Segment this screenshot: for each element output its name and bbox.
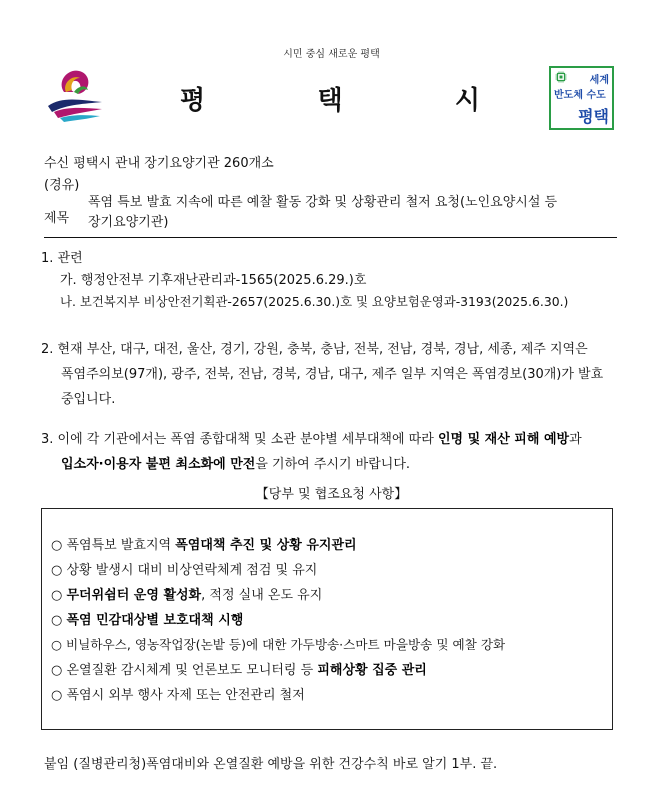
document-title — [180, 80, 480, 117]
request-text: 비닐하우스, 영농작업장(논밭 등)에 대한 가두방송·스마트 마을방송 및 예찰 강화 — [62, 637, 506, 652]
requests-title: 【당부 및 협조요청 사항】 — [255, 487, 408, 502]
bullet: ○ — [51, 613, 63, 628]
subject-text: 폭염 특보 발효 지속에 따른 예찰 활동 강화 및 상황관리 철저 요청(노인요양시설 등 장기요양기관) — [88, 195, 558, 230]
header-divider — [44, 237, 617, 238]
request-item — [51, 584, 322, 603]
section3-emphasis1: 인명 및 재산 피해 예방 — [437, 432, 570, 447]
bullet: ○ — [51, 663, 63, 678]
request-item — [51, 559, 317, 578]
requests-box — [41, 508, 613, 730]
bullet: ○ — [51, 688, 63, 703]
section1-item-b: 나. 보건복지부 비상안전기획관-2657(2025.6.30.)호 및 요양보험운영과-3193(2025.6.30.) — [60, 294, 569, 309]
request-item — [51, 534, 357, 553]
section3-part2: 과 — [569, 432, 582, 447]
bullet: ○ — [51, 563, 63, 578]
section1-item-a: 가. 행정안전부 기후재난관리과-1565(2025.6.29.)호 — [60, 273, 367, 288]
section1-title: 1. 관련 — [41, 251, 83, 266]
section2-text: 2. 현재 부산, 대구, 대전, 울산, 경기, 강원, 충북, 충남, 전북, 전남, 경북, 경남, 세종, 제주 지역은 폭염주의보(97개), 광주, 전북, 전남, 경북, 경남, 대구, 제주 일부 지역은 폭염경보(30개)가 발효 중입니다. — [41, 342, 604, 407]
chip-icon — [555, 71, 567, 83]
request-item — [51, 634, 505, 653]
badge-line2: 반도체 수도 — [554, 90, 606, 101]
request-emphasis: 폭염 민감대상별 보호대책 시행 — [66, 613, 244, 628]
attachment-line: 붙임 (질병관리청)폭염대비와 온열질환 예방을 위한 건강수칙 바로 알기 1부. 끝. — [44, 757, 498, 772]
bullet: ○ — [51, 588, 63, 603]
request-emphasis: 폭염대책 추진 및 상황 유지관리 — [175, 538, 357, 553]
bullet: ○ — [51, 637, 62, 652]
section3-part3: 을 기하여 주시기 바랍니다. — [255, 457, 411, 472]
title-char: 시 — [454, 86, 480, 116]
bullet: ○ — [51, 538, 63, 553]
request-text: 폭염시 외부 행사 자제 또는 안전관리 철저 — [62, 688, 305, 703]
badge-line3: 평택 — [578, 107, 609, 126]
semiconductor-capital-badge — [549, 66, 614, 130]
request-emphasis: 무더위쉼터 운영 활성화 — [66, 588, 202, 603]
title-char: 평 — [180, 86, 206, 116]
request-item — [51, 659, 427, 678]
request-emphasis: 피해상황 집중 관리 — [317, 663, 427, 678]
section3-text — [41, 427, 621, 477]
request-text: 폭염특보 발효지역 — [62, 538, 176, 553]
request-text-tail: , 적정 실내 온도 유지 — [201, 588, 323, 603]
subject-label: 제목 — [44, 211, 70, 226]
request-text: 온열질환 감시체계 및 언론보도 모니터링 등 — [62, 663, 318, 678]
request-item — [51, 609, 243, 628]
via-line: (경유) — [44, 178, 80, 193]
badge-line1: 세계 — [589, 75, 609, 86]
request-text: 상황 발생시 대비 비상연락체계 점검 및 유지 — [62, 563, 318, 578]
section3-part1: 3. 이에 각 기관에서는 폭염 종합대책 및 소관 분야별 세부대책에 따라 — [41, 432, 438, 447]
section3-emphasis2: 입소자·이용자 불편 최소화에 만전 — [61, 457, 256, 472]
recipient-line: 수신 평택시 관내 장기요양기관 260개소 — [44, 156, 274, 171]
slogan: 시민 중심 새로운 평택 — [283, 49, 380, 60]
pyeongtaek-city-logo — [44, 62, 108, 126]
title-char: 택 — [317, 86, 343, 116]
request-item — [51, 684, 305, 703]
